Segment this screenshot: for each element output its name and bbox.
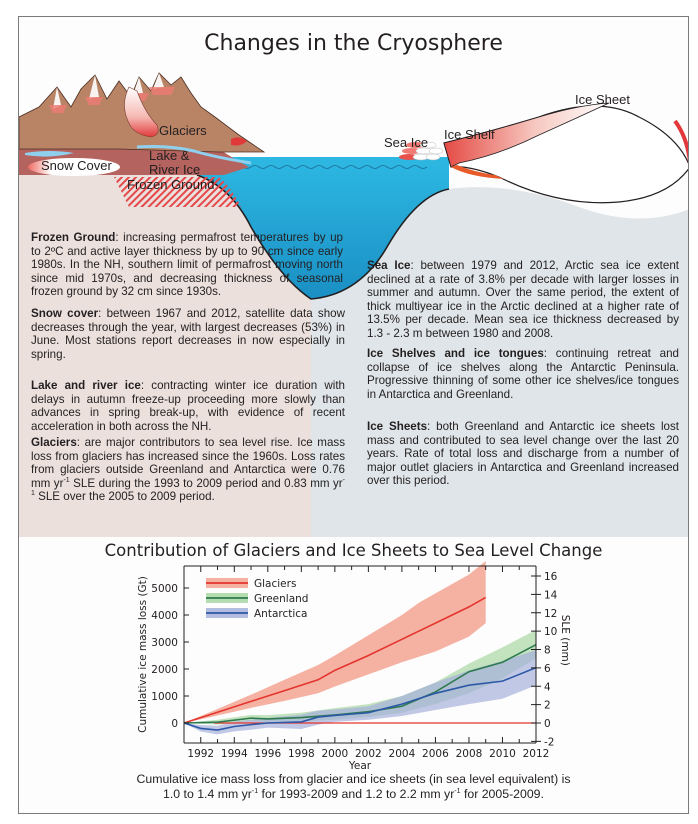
y2-tick-label: 16 xyxy=(544,571,558,583)
ice-shelves-text: Ice Shelves and ice tongues: continuing retreat and collapse of ice shelves along the Antarctic Peninsula. Progressive thinning of some other ice shelves/ice tongues in Antarctica and Greenland. xyxy=(367,347,679,401)
y2-tick-label: -2 xyxy=(544,736,555,749)
sea-ice-text: Sea Ice: between 1979 and 2012, Arctic sea ice extent declined at a rate of 3.8% per decade with larger losses in summer and autumn. Over the same period, the extent of thick multiyear ice in the Arctic declined at a higher rate of 13.5% per decade. Mean sea ice thickness decreased by 1.3 - 2.3 m between 1980 and 2008. xyxy=(367,259,679,340)
infographic-frame xyxy=(18,16,689,814)
y2-tick-label: 8 xyxy=(544,644,551,657)
label-lake-river-ice-2: River Ice xyxy=(149,162,201,177)
y-tick-label: 1000 xyxy=(151,691,178,703)
ice-sheets-text: Ice Sheets: both Greenland and Antarctic ice sheets lost mass and contributed to sea level change over the last 20 years. Rate of total loss and discharge from a number of major outlet glaciers in Antarctica and Greenland increased over this period. xyxy=(367,420,679,488)
lake-river-ice-text: Lake and river ice: contracting winter ice duration with delays in autumn freeze-up proceeding more slowly than advances in spring break-up, with evidence of recent acceleration in both across the NH. xyxy=(31,379,345,433)
y-tick-label: 4000 xyxy=(151,610,178,622)
y-axis-title: Cumulative ice mass loss (Gt) xyxy=(137,576,149,733)
y2-tick-label: 0 xyxy=(544,718,551,730)
label-ice-sheet: Ice Sheet xyxy=(575,92,630,107)
x-axis-title: Year xyxy=(348,760,372,772)
x-tick-label: 2012 xyxy=(522,748,550,760)
x-tick-label: 2006 xyxy=(422,748,449,760)
snow-cover-text: Snow cover: between 1967 and 2012, satellite data show decreases through the year, with largest decreases (53%) in June. Most stations report decreases in now especially in spring. xyxy=(31,307,345,361)
y-tick-label: 0 xyxy=(171,718,178,730)
sea-level-chart xyxy=(19,17,689,814)
legend-label-antarctica: Antarctica xyxy=(254,608,308,620)
x-tick-label: 2008 xyxy=(455,748,483,760)
x-tick-label: 2010 xyxy=(489,748,516,760)
x-tick-label: 1994 xyxy=(220,748,248,760)
label-sea-ice: Sea Ice xyxy=(384,135,429,150)
frozen-ground-text: Frozen Ground: increasing permafrost temperatures by up to 2ºC and active layer thickness by up to 90 cm since early 1980s. In the NH, southern limit of permafrost moving north since mid 1970s, and decreasing thickness of seasonal frozen ground by 32 cm since 1930s. xyxy=(31,231,343,299)
caption-line-2: 1.0 to 1.4 mm $yr^{-1}$ for 1993-2009 and 1.2 to 2.2 mm $yr^{-1}$ for 2005-2009. xyxy=(163,786,544,801)
x-tick-label: 2000 xyxy=(321,748,349,760)
x-tick-label: 2004 xyxy=(388,748,416,760)
label-glaciers: Glaciers xyxy=(159,123,207,138)
chart-title: Contribution of Glaciers and Ice Sheets to Sea Level Change xyxy=(104,541,603,560)
y-tick-label: 2000 xyxy=(151,664,178,676)
y2-tick-label: 12 xyxy=(544,607,558,620)
label-snow-cover: Snow Cover xyxy=(41,158,112,173)
label-ice-shelf: Ice Shelf xyxy=(444,127,495,142)
legend-label-greenland: Greenland xyxy=(254,593,309,605)
glaciers-text: Glaciers: are major contributors to sea level rise. Ice mass loss from glaciers has increased since the 1960s. Loss rates from glaciers outside Greenland and Antarctica were 0.76 mm $yr^{-1}$ SLE during the 1993 to 2009 period and 0.83 mm $yr^{-1}$ SLE over the 2005 to 2009 period. xyxy=(31,436,345,504)
y2-tick-label: 14 xyxy=(544,589,558,602)
x-tick-label: 2002 xyxy=(355,748,382,760)
x-tick-label: 1998 xyxy=(287,748,315,760)
label-frozen-ground: Frozen Ground xyxy=(127,177,215,192)
caption-line-1: Cumulative ice mass loss from glacier and ice sheets (in sea level equivalent) is xyxy=(136,772,571,786)
y-tick-label: 5000 xyxy=(151,583,178,595)
y-tick-label: 3000 xyxy=(151,637,178,649)
page-title: Changes in the Cryosphere xyxy=(204,31,503,56)
y2-tick-label: 6 xyxy=(544,662,551,675)
x-tick-label: 1992 xyxy=(187,748,215,760)
label-lake-river-ice-1: Lake & xyxy=(149,148,190,163)
chart-caption xyxy=(19,772,688,801)
x-tick-label: 1996 xyxy=(254,748,282,760)
y2-axis-title: SLE (mm) xyxy=(559,614,571,666)
y2-tick-label: 2 xyxy=(544,699,551,712)
y2-tick-label: 4 xyxy=(544,681,551,694)
y2-tick-label: 10 xyxy=(544,626,558,639)
legend-label-glaciers: Glaciers xyxy=(254,578,297,590)
